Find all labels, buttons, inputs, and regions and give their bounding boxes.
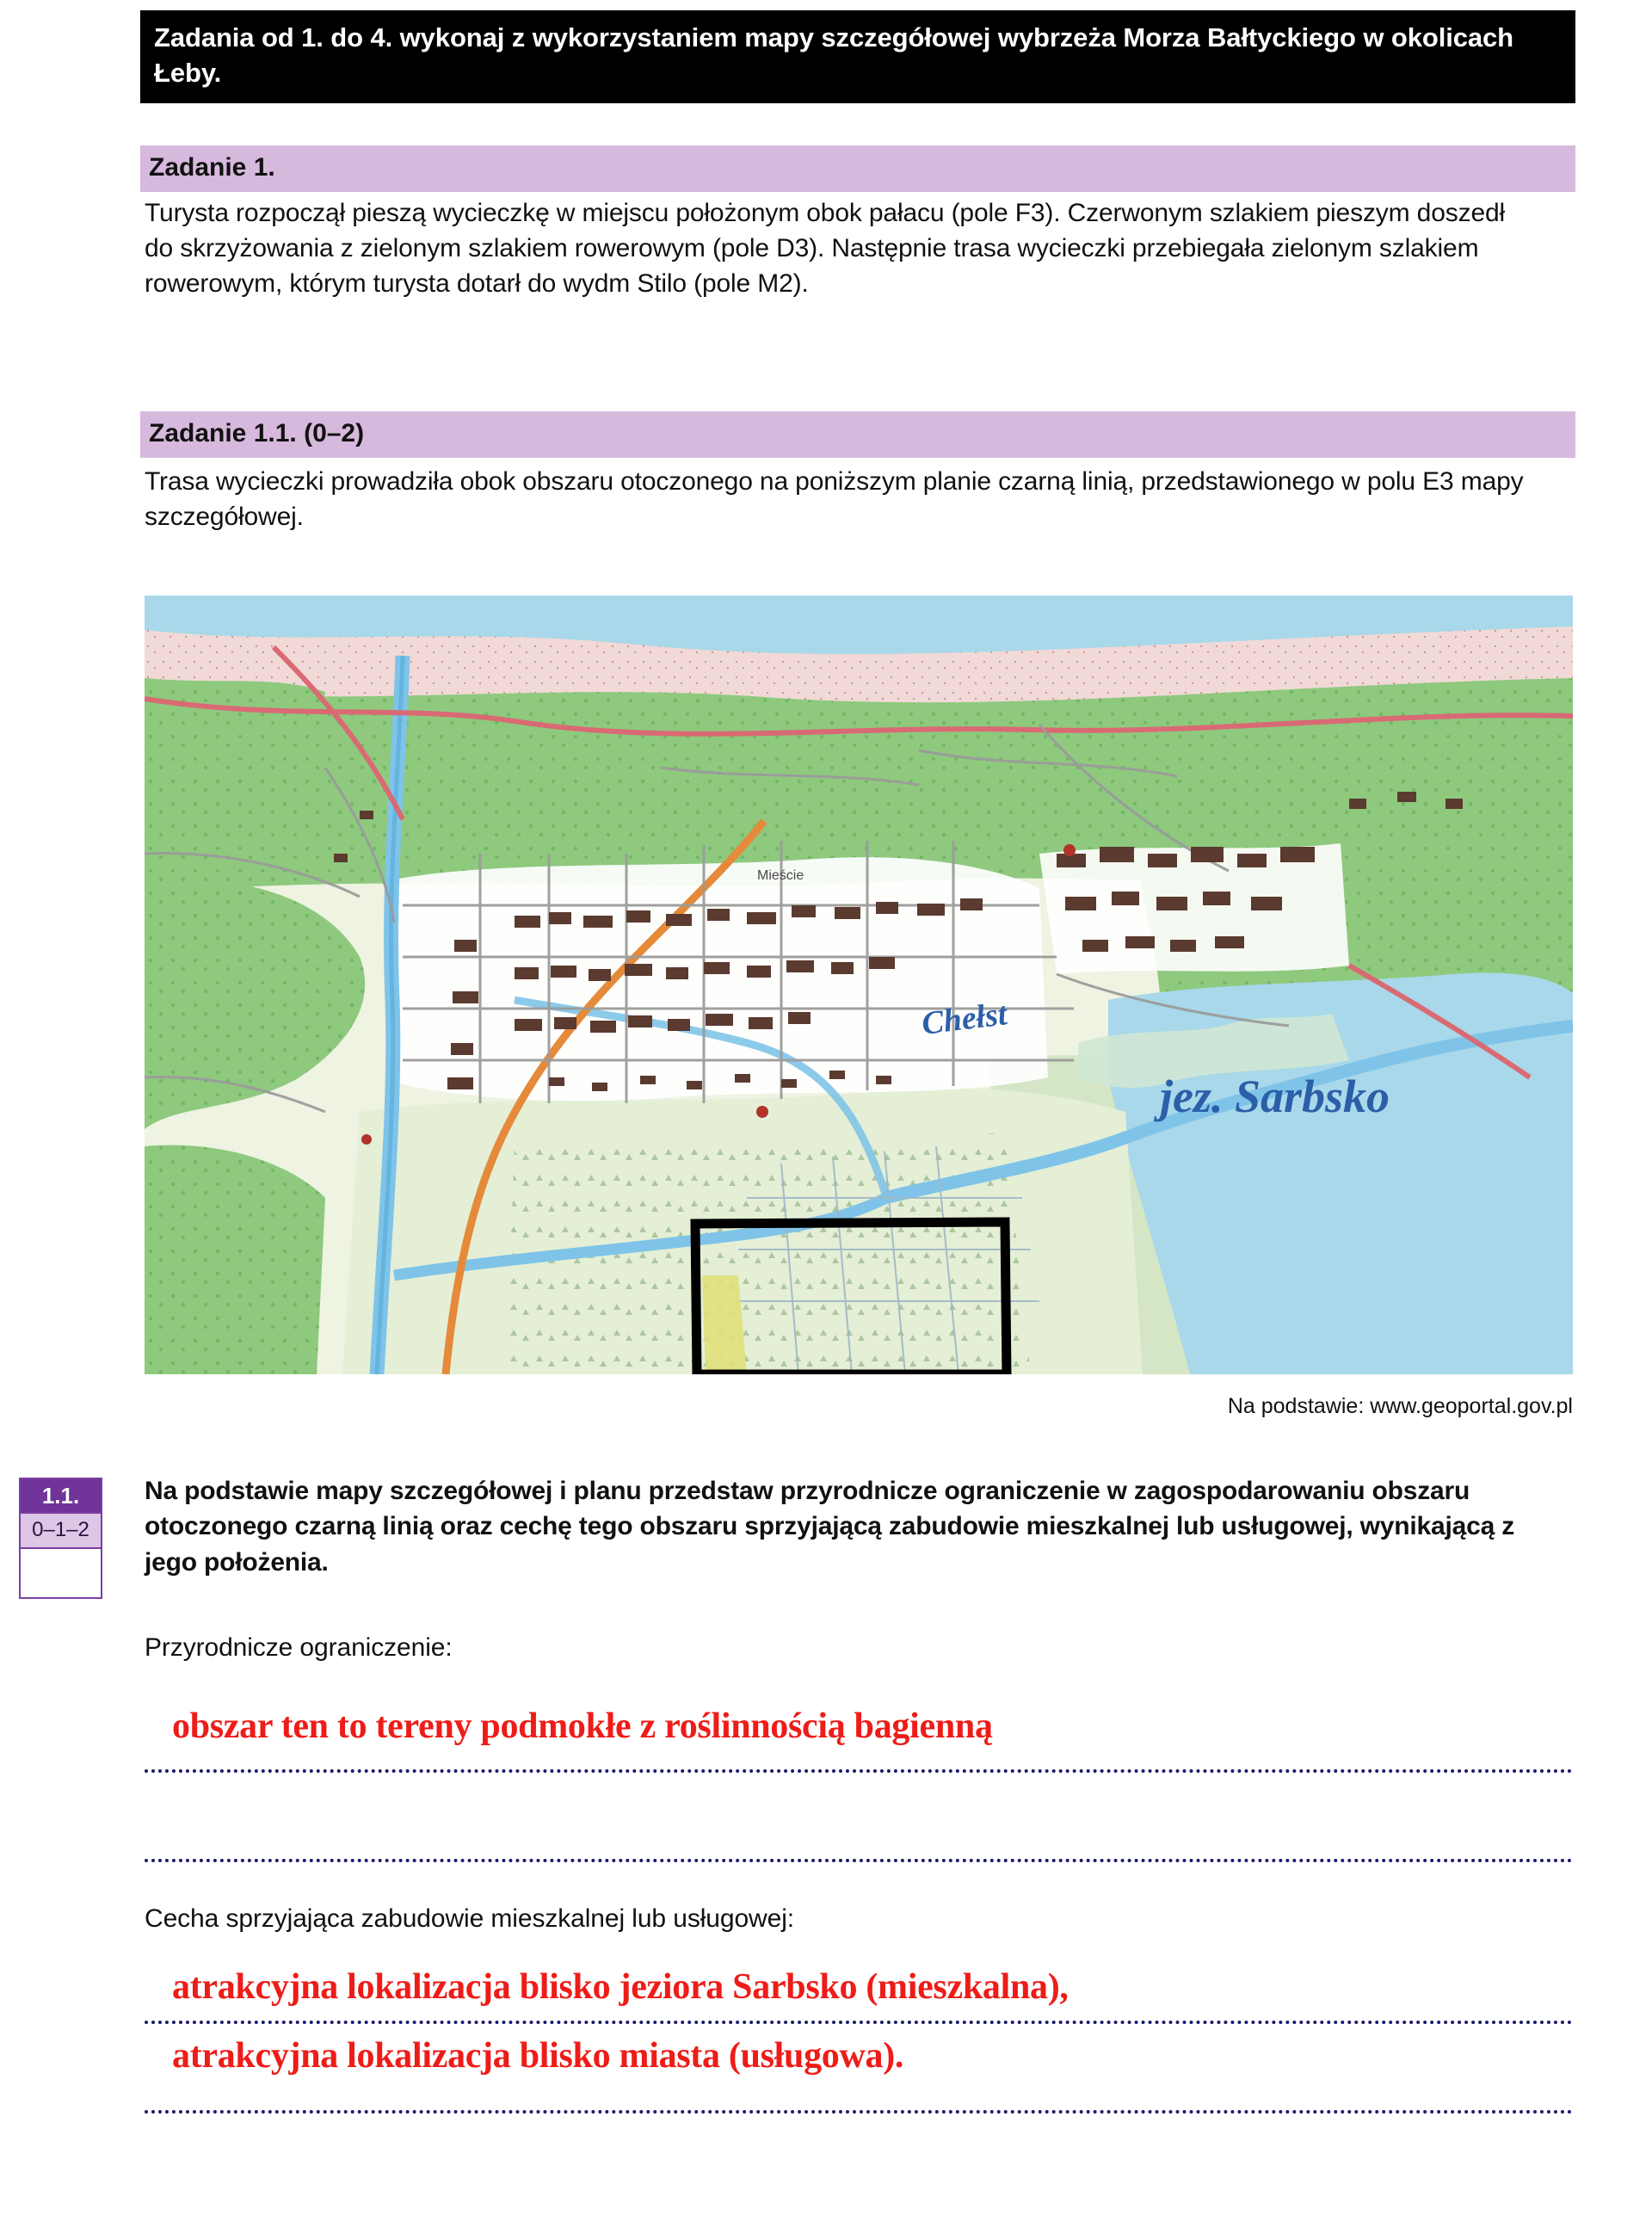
answer-line-4[interactable] xyxy=(145,2110,1573,2114)
label-favourable-feature: Cecha sprzyjająca zabudowie mieszkalnej lub usługowej: xyxy=(145,1904,795,1933)
answer-favourable-feature-line-2[interactable]: atrakcyjna lokalizacja blisko miasta (usługowa). xyxy=(172,2036,904,2076)
scoring-empty-cell[interactable] xyxy=(21,1549,101,1597)
answer-natural-limitation[interactable]: obszar ten to tereny podmokłe z roślinnością bagienną xyxy=(172,1706,993,1746)
answer-line-1[interactable] xyxy=(145,1769,1573,1773)
svg-text:Chełst: Chełst xyxy=(919,996,1009,1042)
zadanie-1-1-heading: Zadanie 1.1. (0–2) xyxy=(140,411,1575,458)
scoring-points-scale: 0–1–2 xyxy=(21,1512,101,1549)
task-prompt-text: Na podstawie mapy szczegółowej i planu przedstaw przyrodnicze ograniczenie w zagospodarowaniu obszaru otoczonego czarną linią oraz cechę tego obszaru sprzyjającą zabudowie mieszkalnej lub usługowej, wynikającą z jego położenia. xyxy=(145,1477,1515,1577)
zadanie-1-heading: Zadanie 1. xyxy=(140,145,1575,192)
svg-text:Mieście: Mieście xyxy=(757,868,804,883)
topographic-map-figure xyxy=(145,596,1573,1374)
answer-line-3[interactable] xyxy=(145,2021,1573,2024)
scoring-task-number: 1.1. xyxy=(21,1479,101,1512)
zadanie-1-1-body: Trasa wycieczki prowadziła obok obszaru otoczonego na poniższym planie czarną linią, przedstawionego w polu E3 mapy szczegółowej. xyxy=(145,467,1524,531)
instruction-banner: Zadania od 1. do 4. wykonaj z wykorzystaniem mapy szczegółowej wybrzeża Morza Bałtyckiego w okolicach Łeby. xyxy=(140,10,1575,103)
figure-source-caption: Na podstawie: www.geoportal.gov.pl xyxy=(1227,1394,1573,1418)
scoring-box xyxy=(19,1478,102,1599)
zadanie-1-body: Turysta rozpoczął pieszą wycieczkę w miejscu położonym obok pałacu (pole F3). Czerwonym szlakiem pieszym doszedł do skrzyżowania z zielonym szlakiem rowerowym (pole D3). Następnie trasa wycieczki przebiegała zielonym szlakiem rowerowym, którym turysta dotarł do wydm Stilo (pole M2). xyxy=(145,199,1506,298)
svg-text:jez. Sarbsko: jez. Sarbsko xyxy=(1160,1071,1390,1122)
answer-favourable-feature-line-1[interactable]: atrakcyjna lokalizacja blisko jeziora Sarbsko (mieszkalna), xyxy=(172,1967,1069,2007)
label-natural-limitation: Przyrodnicze ograniczenie: xyxy=(145,1633,453,1662)
map-illustration xyxy=(145,596,1573,1374)
answer-line-2[interactable] xyxy=(145,1859,1573,1862)
